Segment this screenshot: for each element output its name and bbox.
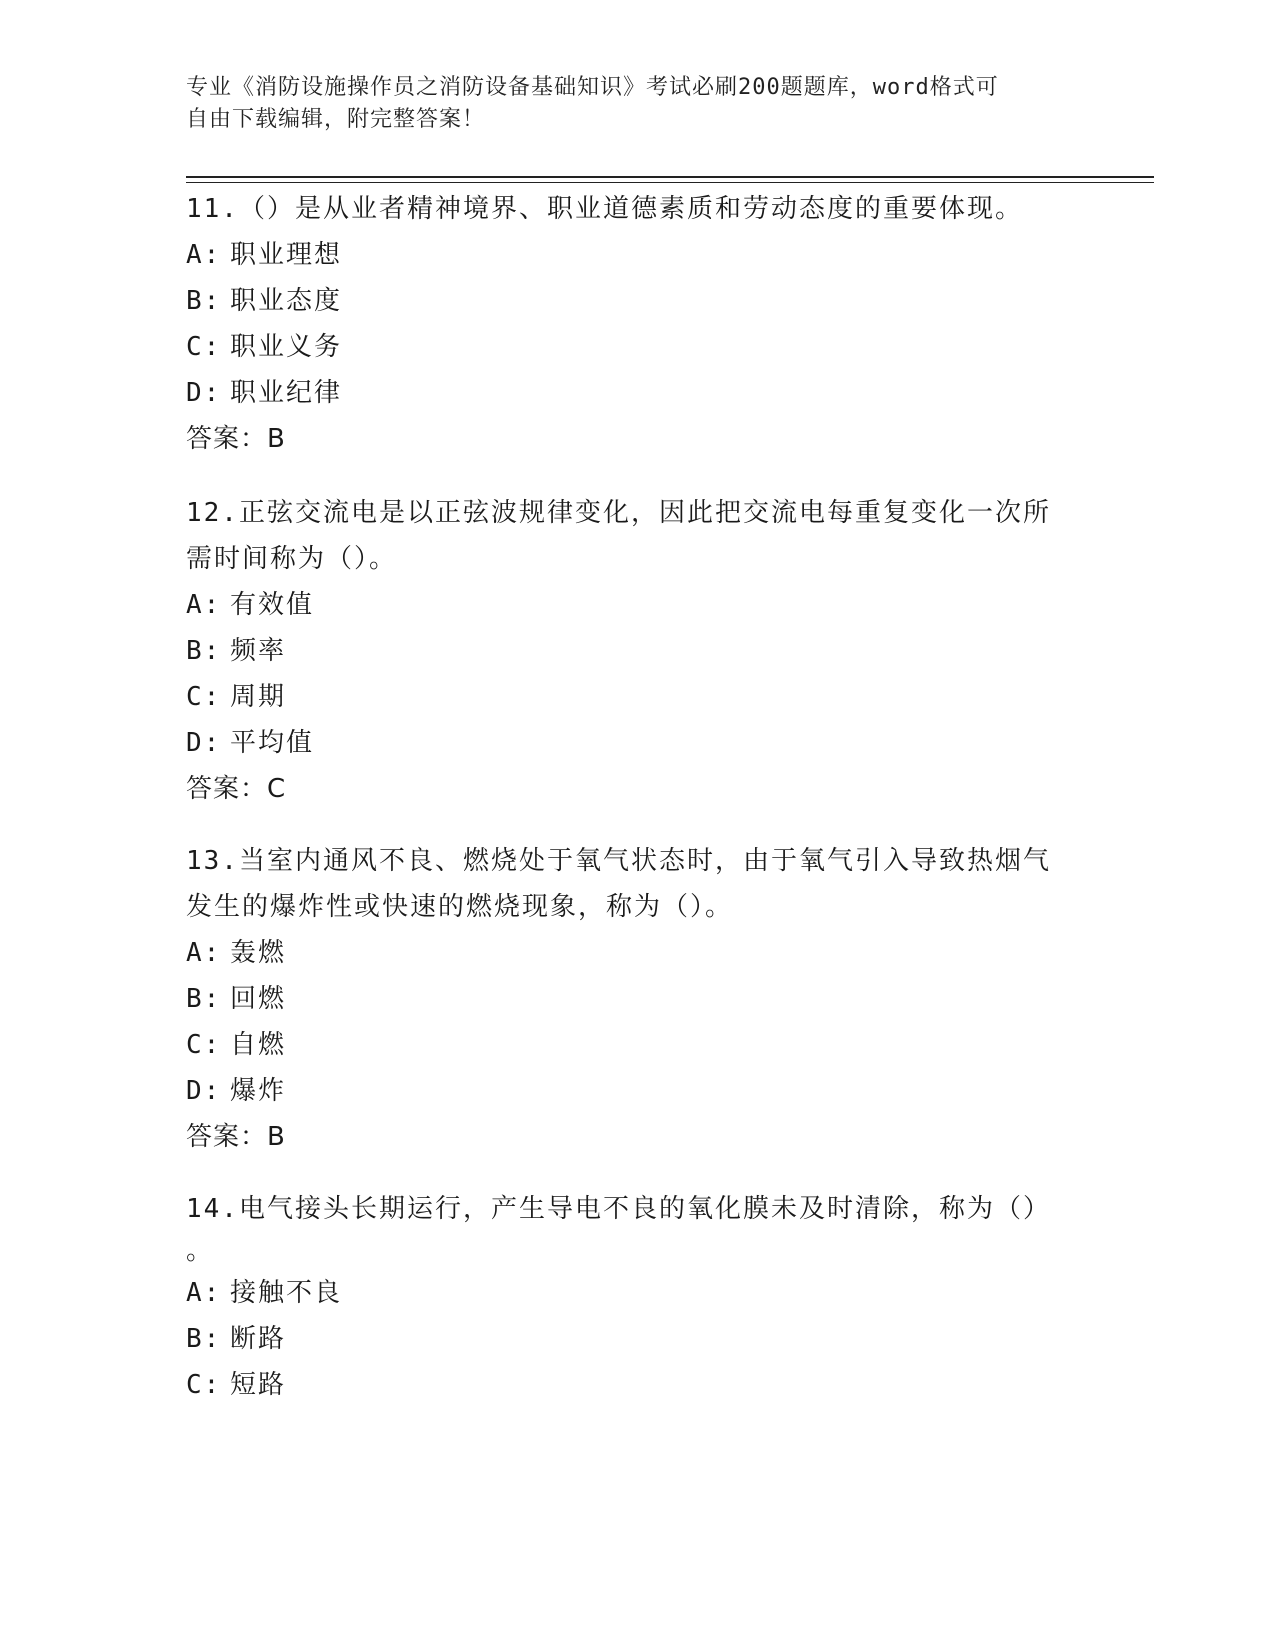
option-c [186,674,1086,720]
header-line-1: 专业《消防设施操作员之消防设备基础知识》考试必刷200题题库，word格式可 [186,75,999,100]
option-text: 爆炸 [230,1076,287,1106]
option-a [186,1270,1086,1316]
option-a [186,930,1086,976]
option-text: 轰燃 [230,938,287,968]
option-d [186,1068,1086,1114]
option-letter: D: [186,1076,222,1106]
option-d [186,720,1086,766]
option-text: 职业纪律 [230,378,343,408]
option-text: 周期 [230,682,287,712]
question-stem: 11.（）是从业者精神境界、职业道德素质和劳动态度的重要体现。 [186,194,1023,224]
option-b [186,278,1086,324]
option-a [186,232,1086,278]
option-text: 职业义务 [230,332,343,362]
question-stem-continued: 需时间称为（）。 [186,544,398,574]
header-line-2: 自由下载编辑，附完整答案！ [186,107,486,132]
option-letter: A: [186,590,222,620]
question-11 [186,186,1086,462]
option-letter: C: [186,1030,222,1060]
option-a [186,582,1086,628]
header-divider-thick [186,176,1154,178]
option-letter: B: [186,286,222,316]
question-stem-continued: 。 [186,1236,215,1266]
option-text: 断路 [230,1324,287,1354]
option-letter: B: [186,636,222,666]
option-text: 接触不良 [230,1278,343,1308]
document-header [186,72,1066,136]
option-letter: C: [186,1370,222,1400]
option-b [186,628,1086,674]
option-d [186,370,1086,416]
question-stem-continued: 发生的爆炸性或快速的燃烧现象，称为（）。 [186,892,734,922]
option-c [186,324,1086,370]
question-14 [186,1186,1086,1408]
question-stem: 12.正弦交流电是以正弦波规律变化，因此把交流电每重复变化一次所 [186,498,1051,528]
option-text: 有效值 [230,590,315,620]
option-letter: B: [186,1324,222,1354]
header-divider-thin [186,182,1154,183]
option-c [186,1022,1086,1068]
option-text: 职业理想 [230,240,343,270]
question-13 [186,838,1086,1160]
question-12 [186,490,1086,812]
option-letter: C: [186,332,222,362]
option-letter: A: [186,240,222,270]
question-stem: 13.当室内通风不良、燃烧处于氧气状态时，由于氧气引入导致热烟气 [186,846,1051,876]
option-letter: C: [186,682,222,712]
option-text: 职业态度 [230,286,343,316]
option-letter: D: [186,378,222,408]
option-b [186,976,1086,1022]
option-letter: B: [186,984,222,1014]
answer-line: 答案：C [186,774,287,804]
option-letter: D: [186,728,222,758]
option-text: 自燃 [230,1030,287,1060]
option-letter: A: [186,1278,222,1308]
option-text: 频率 [230,636,287,666]
option-text: 短路 [230,1370,287,1400]
option-b [186,1316,1086,1362]
option-c [186,1362,1086,1408]
option-text: 平均值 [230,728,315,758]
option-text: 回燃 [230,984,287,1014]
answer-line: 答案：B [186,424,286,454]
answer-line: 答案：B [186,1122,286,1152]
question-stem: 14.电气接头长期运行，产生导电不良的氧化膜未及时清除，称为（） [186,1194,1051,1224]
option-letter: A: [186,938,222,968]
